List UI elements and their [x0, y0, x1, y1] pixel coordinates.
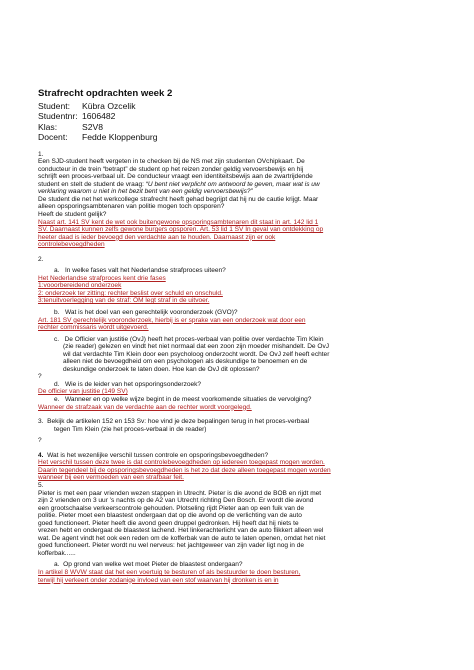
answer-placeholder: ?: [38, 373, 42, 381]
question-text: kofferbak......: [38, 549, 76, 557]
question-text: een grootschaalse verkeerscontrole gehouden. Plotseling rijdt Pieter aan op een fuik van de: [38, 504, 305, 512]
question-text: wat. De agent vindt het ook een reden om de kofferbak van de auto te laten openen, omdat het niet: [38, 534, 326, 542]
answer-text: controlebevoegdheden: [38, 241, 105, 249]
quote-prefix: student en stelt de student de vraag:: [38, 180, 146, 188]
question-text: schrijft een proces-verbaal uit. De conducteur vraagt een identiteitsbewijs aan de zwartrijdende: [38, 173, 313, 181]
question-text: (zie reader) gelezen en vindt het niet normaal dat een zoon zijn moeder mishandelt. De OvJ: [63, 343, 330, 351]
question-text: 4. Wat is het wezenlijke verschil tussen controle en opsporingsbevoegdheden?: [38, 451, 269, 459]
answer-text: 3:tenuitvoerlegging van de straf: OM legt straf in de uitvoer.: [38, 297, 210, 305]
answer-text: terwijl hij verkeert onder zodanige invloed van een stof waarvan hij dronken is en in: [38, 576, 279, 584]
answer-text: Daarin tegendeel bij de opsporingsbevoegdheden is het zo dat deze alleen toegepast mogen worden: [38, 466, 331, 474]
meta-label-student: Student:: [38, 101, 71, 111]
answer-text: 2: onderzoek ter zitting: rechter beslist over schuld en onschuld.: [38, 289, 223, 297]
answer-placeholder: ?: [38, 437, 42, 445]
question-text: alleen niet de bevoegdheid om een psychologen als deskundige te benoemen en de: [63, 358, 308, 366]
question-text: tegen Tim Klein (zie het proces-verbaal in de reader): [54, 425, 207, 433]
document-body: [38, 151, 436, 584]
subquestion-a: a. In welke fases valt het Nederlandse strafproces uiteen?: [54, 267, 226, 275]
question-text: politie. Pieter moet een blaastest ondergaan dat op die avond op de verlichting van de auto: [38, 512, 302, 520]
meta-label-klas: Klas:: [38, 121, 58, 132]
document-title: Strafrecht opdrachten week 2: [38, 88, 173, 99]
answer-text: wanneer bij een vermoeden van een strafbaar feit.: [38, 474, 184, 482]
quote-text: “U bent niet verplicht om antwoord te geven, maar wat is uw: [145, 180, 320, 188]
answer-text: Het Nederlandse strafproces kent drie fases: [38, 274, 166, 282]
question-text: wil dat verdachte Tim Klein door een psycholoog onderzocht wordt. De OvJ zelf heeft echter: [63, 350, 330, 358]
question-text: goed functioneert. Pieter heeft die avond geen druppel gedronken. Hij heeft dat hij niets te: [38, 519, 299, 527]
question-number: 2.: [38, 255, 44, 263]
question-1: [38, 151, 436, 249]
subquestion-d: d. Wie is de leider van het opsporingsonderzoek?: [54, 380, 202, 388]
student-info: [38, 101, 436, 143]
question-5: [38, 482, 436, 584]
answer-text: Wanneer de strafzaak van de verdachte aan de rechter wordt voorgelegd.: [38, 403, 252, 411]
meta-label-studentnr: Studentnr:: [38, 111, 78, 122]
subquestion-a: a. Op grond van welke wet moet Pieter de blaastest ondergaan?: [54, 561, 243, 569]
answer-text: heeter daad is ieder bevoegd den verdachte aan te houden. Daarnaast zijn er ook: [38, 233, 276, 241]
question-text: alleen opsporingsambtenaren van politie mogen toch opsporen?: [38, 203, 225, 211]
question-text: [38, 181, 436, 189]
question-text: zijn 2 vrienden om 3 uur ’s nachts op de A2 van Utrecht richting Den Bosch. Er wordt die avond: [38, 497, 314, 505]
answer-text: rechter commissaris wordt uitgevoerd.: [38, 324, 149, 332]
answer-text: Het verschil tussen deze twee is dat controlebevoegdheden op iedereen toegepast mogen worden.: [38, 459, 325, 467]
answer-text: De officier van justitie (149 SV): [38, 388, 128, 396]
answer-text: 1:vooorbereidend onderzoek: [38, 282, 122, 290]
question-text: Pieter is met een paar vrienden wezen stappen in Utrecht. Pieter is die avond de BOB en rijdt met: [38, 489, 322, 497]
question-text: De student die net het werkcollege strafrecht heeft gehad begrijpt dat hij nu de cautie krijgt. Maar: [38, 195, 319, 203]
question-number: 5.: [38, 481, 44, 489]
answer-text: SV. Daarnaast kunnen zelfs gewone burgers opsporen. Art. 53 lid 1 SV In geval van ontdekking op: [38, 226, 324, 234]
meta-label-docent: Docent:: [38, 132, 68, 143]
meta-value-docent: Fedde Kloppenburg: [82, 132, 158, 143]
question-4: [38, 452, 436, 482]
meta-value-studentnr: 1606482: [82, 111, 116, 122]
question-text: Heeft de student gelijk?: [38, 211, 107, 218]
question-text: Een SJD-student heeft vergeten in te checken bij de NS met zijn studenten OVchipkaart. De: [38, 158, 305, 166]
answer-text: Art. 181 SV gerechtelijk vooronderzoek, hierbij is er sprake van een onderzoek wat door een: [38, 316, 306, 324]
question-text: conducteur in de trein “betrapt” de student op het reizen zonder geldig vervoersbewijs en hij: [38, 165, 304, 173]
subquestion-e: e. Wanneer en op welke wijze begint in de meest voorkomende situaties de vervolging?: [54, 396, 312, 404]
question-3: [38, 418, 436, 445]
question-text: 3. Bekijk de artikelen 152 en 153 Sv: hoe vind je deze bepalingen terug in het proces-verbaal: [38, 418, 310, 426]
question-text: goed functioneert. Pieter wordt nu wel nerveus: het jachtgeweer van zijn vader ligt nog in de: [38, 542, 305, 550]
question-text: deskundige onderzoek te laten doen. Hoe kan de OvJ dit oplossen?: [63, 365, 260, 373]
question-number: 1.: [38, 150, 44, 158]
subquestion-b: b. Wat is het doel van een gerechtelijk vooronderzoek (GVO)?: [54, 309, 238, 317]
question-2: [38, 256, 436, 411]
subquestion-c: c. De Officier van justitie (OvJ) heeft het proces-verbaal van politie over verdachte Tim Klein: [54, 335, 324, 343]
meta-value-klas: S2V8: [82, 121, 104, 132]
answer-text: Naast art. 141 SV kent de wet ook buitengewone opsporingsambtenaren dit staat in art. 142 lid 1: [38, 218, 319, 226]
quote-text: verklaring waarom u niet in het bezit bent van een geldig vervoersbewijs?”: [38, 188, 253, 196]
question-text: [38, 188, 436, 196]
question-text: vrezen hebt en ondergaat de blaastest lachend. Het linkerachterlicht van de auto flikkert alleen wel: [38, 527, 324, 535]
meta-value-student: Kübra Ozcelik: [82, 101, 136, 111]
answer-text: In artikel 8 WVW staat dat het een voertuig te besturen of als bestuurder te doen besturen,: [38, 568, 301, 576]
